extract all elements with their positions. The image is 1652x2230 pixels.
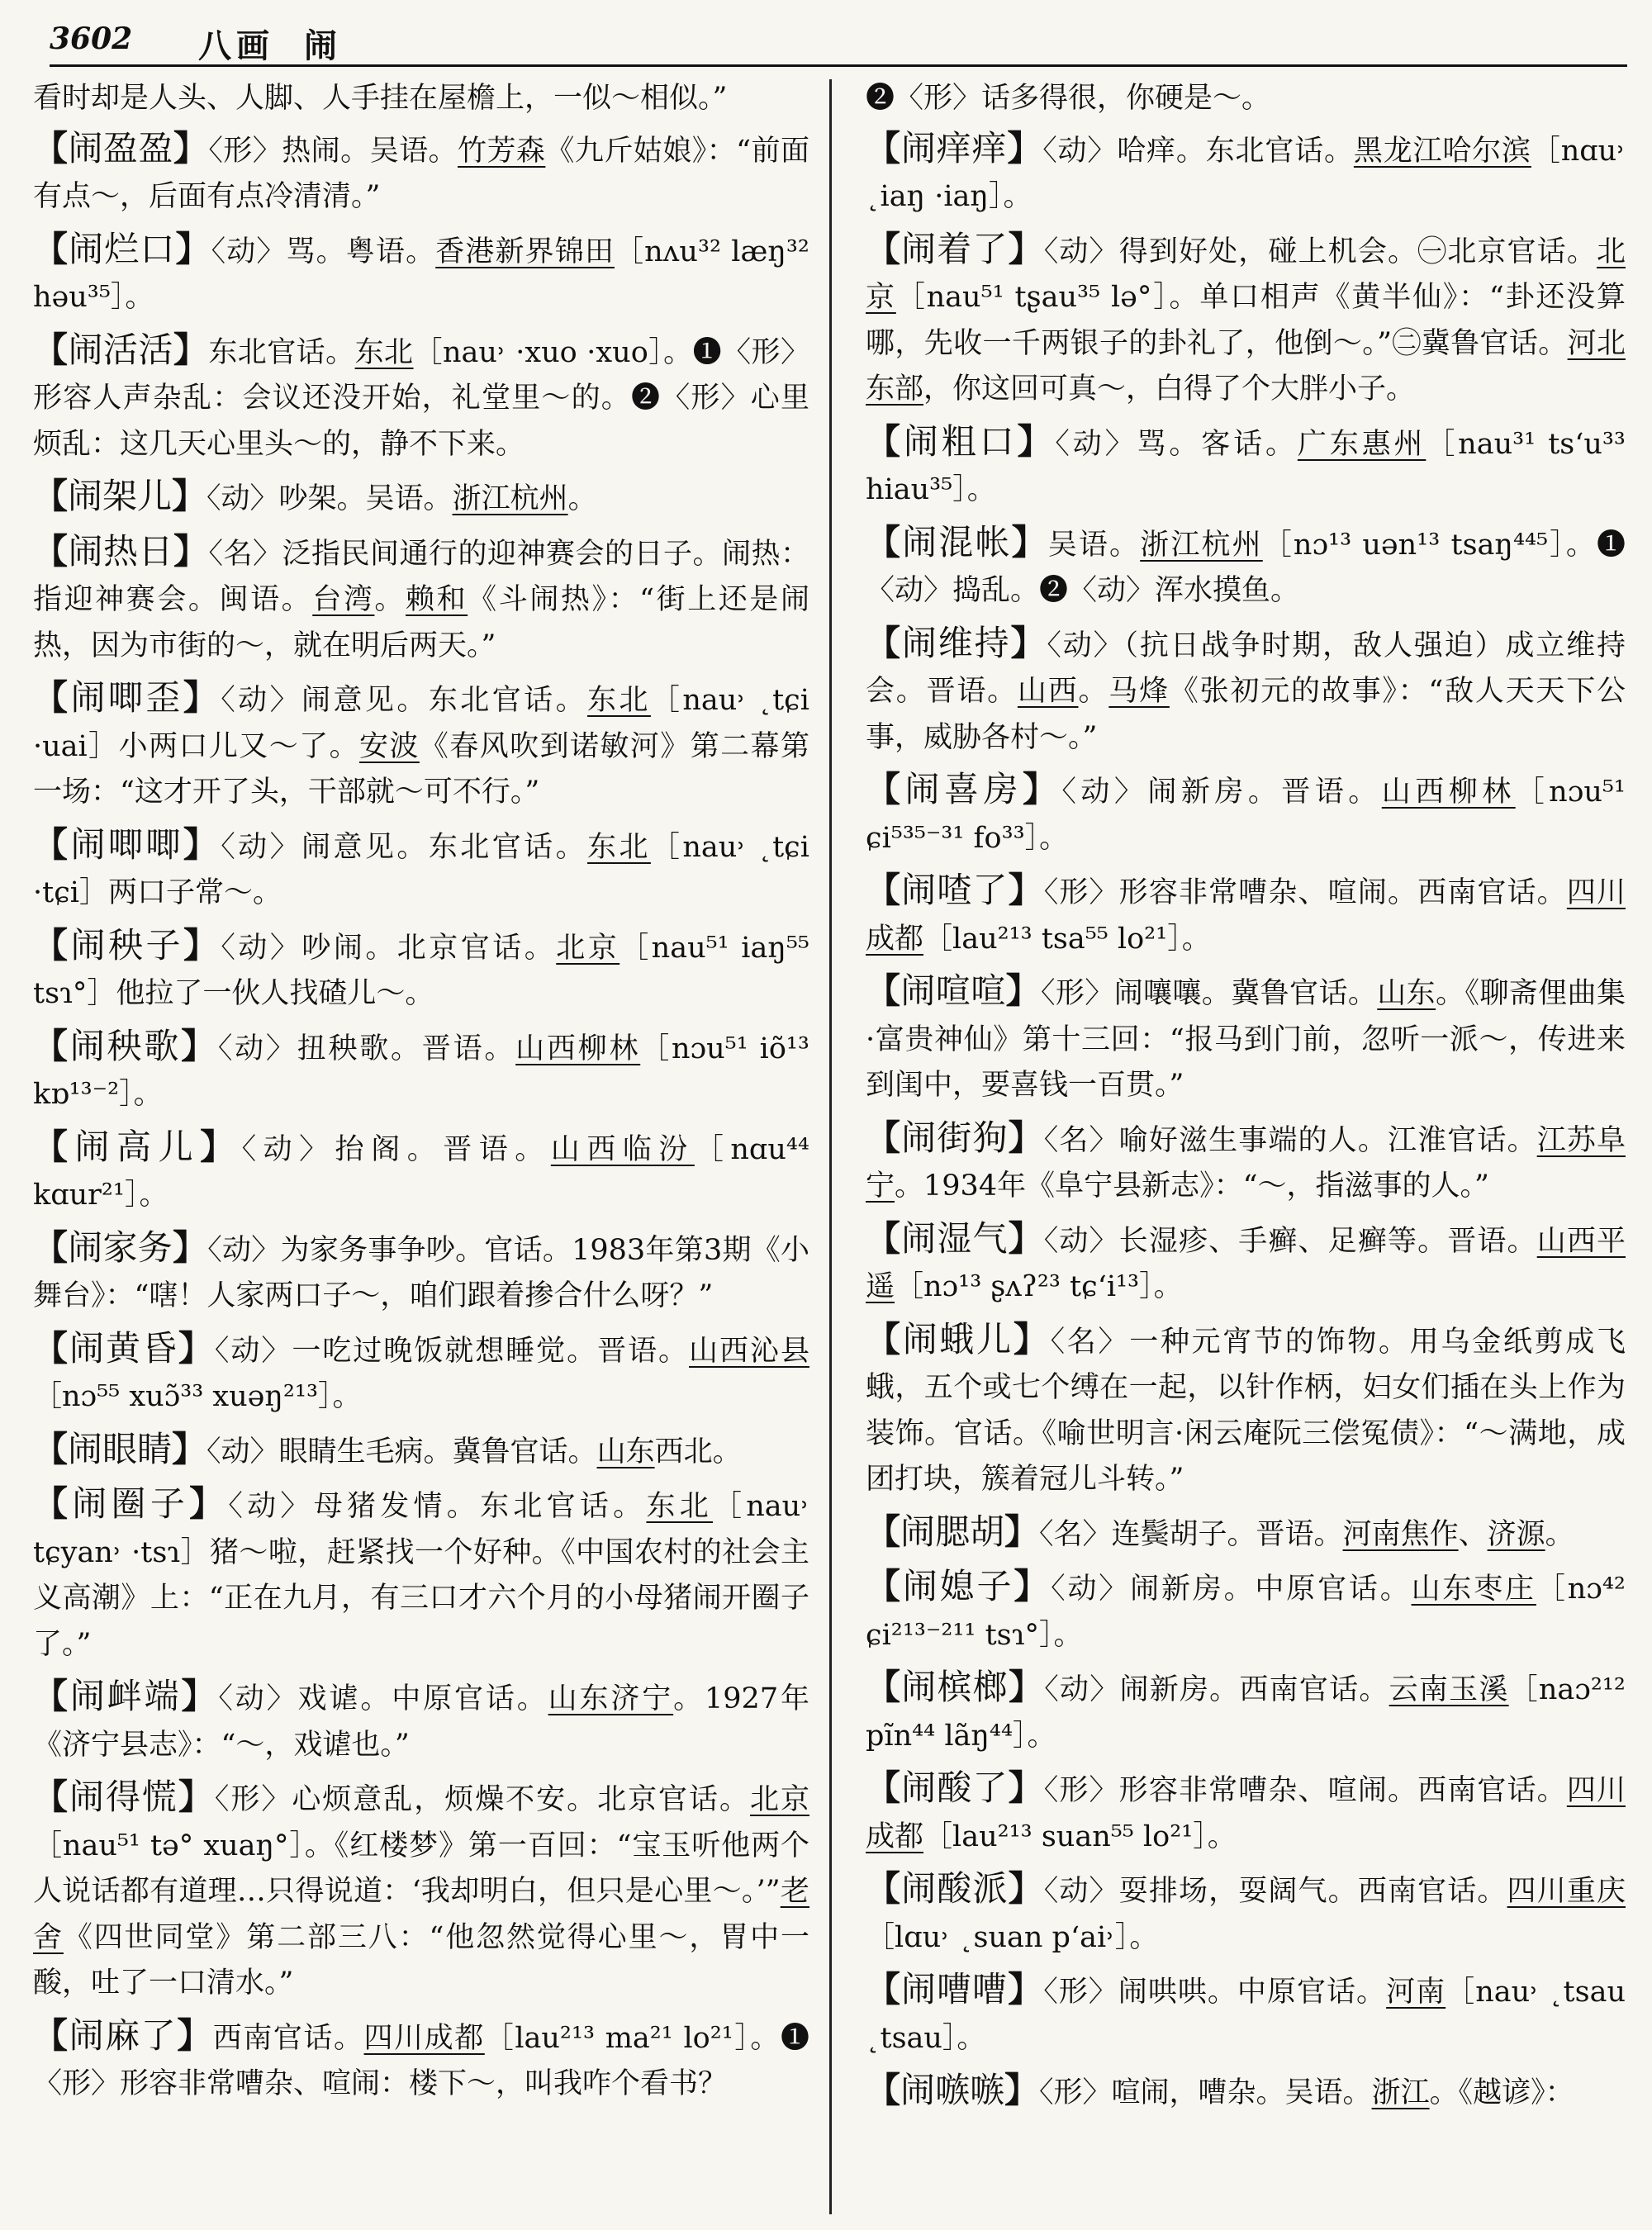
headword-text: 闹麻了 [69,2014,178,2056]
entry-text: 〈动〉骂。粤语。 [211,235,436,268]
entry-text: 《张初元的故事》：“敌人天天下公事，威胁各村～。” [866,675,1626,754]
dictionary-entry [866,226,1626,413]
underlined-name: 济源 [1487,1517,1545,1551]
entry-text: 〈动〉眼睛生毛病。冀鲁官话。 [206,1435,597,1468]
headword-text: 闹热日 [68,530,173,572]
entry-text: 西南官话。 [212,2021,364,2055]
entry-text: ［nau⁵¹ tʂau³⁵ lə°］。单口相声《黄半仙》：“卦还没算哪，先收一千两银子的卦礼了，他倒～。”㊁冀鲁官话。 [866,281,1626,360]
headword-text: 闹活活 [68,329,173,370]
entry-text: 。 [567,482,597,515]
dictionary-entry [866,1967,1626,2062]
headword-text: 闹架儿 [68,476,173,516]
entry-text: ［nɔ¹³ ʂʌʔ²³ tɕ‘i¹³］。 [895,1270,1183,1303]
entry-text: 〈动〉一吃过晚饭就想睡觉。晋语。 [214,1334,690,1368]
underlined-name: 山东 [1377,977,1436,1010]
headword-text: 闹酸派 [901,1868,1009,1909]
headword-text: 闹维持 [901,622,1011,663]
entry-headword: 【闹痒痒】 [866,127,1043,168]
entry-headword: 【闹嘈嘈】 [866,1969,1044,2009]
entry-text: ，你这回可真～，白得了个大胖小子。 [923,372,1416,406]
entry-text: 〈形〉形容非常嘈杂、喧闹。西南官话。 [1043,876,1567,909]
underlined-name: 山西柳林 [1381,776,1516,809]
underlined-name: 北京 [556,931,620,965]
headword-text: 闹衅端 [69,1676,182,1716]
entry-text: 〈动〉（抗日战争时期，敌人强迫）成立维持会。晋语。 [866,629,1626,708]
headword-text: 闹街狗 [901,1117,1009,1158]
entry-text: ［nɔ⁴² ɕi²¹³⁻²¹¹ tsɿ°］。 [866,1573,1626,1652]
entry-text: 〈动〉耍排场，耍阔气。西南官话。 [1043,1875,1507,1908]
entry-text: 〈动〉得到好处，碰上机会。㊀北京官话。 [1043,235,1597,268]
dictionary-entry [866,867,1626,962]
dictionary-entry [866,1765,1626,1860]
entry-text: 〈动〉为家务事争吵。官话。1983年第3期《小舞台》：“嗐！人家两口子～，咱们跟着掺合什么呀？” [33,1233,809,1312]
underlined-name: 东北 [354,335,414,369]
headword-text: 闹痒痒 [900,127,1008,168]
entry-headword: 【闹槟榔】 [866,1667,1045,1707]
entry-text: ［nau³¹ ts‘u³³ hiau³⁵］。 [866,427,1626,506]
entry-text: ［naɔ²¹² pĩn⁴⁴ lãŋ⁴⁴］。 [866,1673,1626,1753]
entry-headword: 【闹秧歌】 [33,1025,218,1066]
headword-text: 闹腮胡 [900,1511,1005,1552]
headword-text: 闹秧歌 [69,1025,182,1066]
entry-text: ［nɔu⁵¹ ɕi⁵³⁵⁻³¹ fo³³］。 [866,776,1626,855]
headword-text: 闹唧唧 [70,823,183,865]
headword-text: 闹媳子 [902,1566,1014,1606]
underlined-name: 马烽 [1108,675,1170,708]
dictionary-entry [866,1216,1626,1311]
underlined-name: 江苏阜宁 [866,1123,1626,1203]
entry-text: 《四世同堂》第二部三八：“他忽然觉得心里～，胃中一酸，吐了一口清水。” [33,1920,809,2000]
underlined-name: 东北 [587,830,651,864]
column-divider [829,79,832,2214]
dictionary-entry [33,1774,809,2007]
entry-headword: 【闹喜房】 [866,769,1062,809]
headword-text: 闹蛾儿 [902,1318,1014,1359]
entry-text: ［nau˒ tɕyan˒ ·tsɿ］猪～啦，赶紧找一个好种。《中国农村的社会主义高潮》上：“正在九月，有三口才六个月的小母猪闹开圈子了。” [33,1490,809,1661]
dictionary-entry [33,1124,809,1219]
dictionary-entry [33,1326,809,1421]
dictionary-entry [33,675,809,816]
entry-text: 〈动〉母猪发情。东北官话。 [228,1490,647,1523]
entry-text: ［nau˒ ˛tɕi ·tɕi］两口子常～。 [33,830,809,909]
underlined-name: 安波 [359,729,420,763]
underlined-name: 浙江 [1371,2076,1430,2109]
underlined-name: 山东 [596,1435,655,1468]
entry-headword: 【闹烂口】 [33,228,211,269]
dictionary-entry [33,822,809,917]
entry-text: ［nau⁵¹ tə° xuaŋ°］。《红楼梦》第一百回：“宝玉听他两个人说话都有道理…只得说道：‘我却明白，但只是心里～。’” [33,1829,809,1908]
headword-text: 闹粗口 [903,420,1018,462]
entry-text: 〈动〉闹意见。东北官话。 [221,830,588,864]
headword-text: 闹混帐 [902,521,1012,562]
entry-text: ［nɑu⁴⁴ kɑur²¹］。 [33,1132,809,1212]
entry-headword: 【闹唧歪】 [33,677,221,718]
underlined-name: 山东枣庄 [1411,1573,1536,1606]
underlined-name: 河南焦作 [1342,1517,1459,1551]
headword-text: 闹槟榔 [901,1667,1009,1707]
entry-headword: 【闹麻了】 [33,2014,213,2056]
underlined-name: 四川成都 [866,1774,1626,1853]
entry-text: 〈形〉热闹。吴语。 [208,134,458,168]
dictionary-entry [33,529,809,670]
entry-text: 〈名〉喻好滋生事端的人。江淮官话。 [1043,1123,1537,1157]
underlined-name: 东北 [646,1490,713,1523]
underlined-name: 山西沁县 [689,1334,809,1368]
underlined-name: 台湾 [312,583,375,616]
entry-headword: 【闹黄昏】 [33,1327,215,1369]
entry-text: 〈动〉闹新房。中原官话。 [1051,1573,1412,1606]
dictionary-entry [33,473,809,523]
entry-text: 《九斤姑娘》：“前面有点～，后面有点冷清清。” [33,134,809,213]
page-header [50,18,1627,67]
headword-text: 闹喧喧 [900,970,1006,1011]
entry-headword: 【闹维持】 [866,622,1047,663]
dictionary-entry [866,2067,1626,2117]
dictionary-entry [866,126,1626,221]
headword-text: 闹家务 [68,1226,173,1268]
entry-headword: 【闹混帐】 [866,521,1048,562]
underlined-name: 山西柳林 [515,1032,641,1065]
continued-entry-text [866,76,1626,122]
entry-headword: 【闹高儿】 [33,1126,242,1167]
entry-text: 吴语。 [1047,528,1141,562]
headword-text: 闹得慌 [69,1777,178,1817]
underlined-name: 浙江杭州 [1140,528,1263,562]
headword-text: 闹黄昏 [69,1327,178,1369]
underlined-name: 赖和 [406,583,468,616]
underlined-name: 浙江杭州 [452,482,568,515]
entry-headword: 【闹秧子】 [33,924,221,966]
dictionary-entry [33,1023,809,1118]
entry-headword: 【闹媳子】 [866,1566,1051,1606]
dictionary-entry [866,1563,1626,1658]
entry-text: 〈形〉闹嚷嚷。冀鲁官话。 [1041,977,1378,1010]
dictionary-entry [33,226,809,321]
entry-text: 西北。 [654,1435,742,1468]
headword-text: 闹喳了 [901,870,1009,910]
entry-text: ［lau²¹³ suan⁵⁵ lo²¹］。 [923,1820,1237,1853]
entry-text: 东北官话。 [208,335,355,369]
headword-text: 闹盈盈 [68,127,173,168]
entry-text: ［lau²¹³ ma²¹ lo²¹］。❶〈形〉形容非常嘈杂、喧闹：楼下～，叫我咋个看书？ [33,2021,809,2100]
entry-text: 〈形〉喧闹，嘈杂。吴语。 [1039,2076,1372,2109]
entry-headword: 【闹蛾儿】 [866,1318,1051,1359]
entry-text: ［nau˒ ˛tɕi ·uai］小两口儿又～了。 [33,684,809,763]
entry-headword: 【闹得慌】 [33,1777,215,1817]
page-number: 3602 [50,21,133,56]
entry-text: ❷〈形〉话多得很，你硬是～。 [866,82,1271,115]
entry-text: 〈形〉心烦意乱，烦燥不安。北京官话。 [214,1783,750,1816]
right-column [866,76,1626,2213]
entry-headword: 【闹喧喧】 [866,970,1042,1011]
dictionary-entry [33,923,809,1018]
entry-headword: 【闹盈盈】 [33,127,209,168]
dictionary-entry [866,1317,1626,1503]
entry-text: 、 [1458,1517,1488,1551]
entry-text: ［nɑu˒ ˛iaŋ ·iaŋ］。 [866,134,1626,213]
dictionary-entry [866,520,1626,614]
headword-text: 闹嘈嘈 [901,1969,1009,2009]
entry-text: 〈动〉长湿疹、手癣、足癣等。晋语。 [1043,1224,1537,1258]
entry-text: 《斗闹热》：“街上还是闹热，因为市街的～，就在明后两天。” [33,583,809,662]
entry-text: 〈形〉形容非常嘈杂、喧闹。西南官话。 [1043,1774,1567,1807]
entry-text: ［nʌu³² læŋ³² həu³⁵］。 [33,235,809,314]
entry-text: 《春风吹到诺敏河》第二幕第一场：“这才开了头，干部就～可不行。” [33,729,809,809]
entry-text: ［lɑu˒ ˛suan p‘ai˒］。 [866,1920,1159,1954]
entry-headword: 【闹街狗】 [866,1117,1044,1158]
dictionary-entry [33,327,809,468]
headword-text: 闹烂口 [69,228,176,269]
headword-text: 闹湿气 [901,1217,1009,1259]
entry-text: 〈动〉闹新房。晋语。 [1061,776,1382,809]
entry-headword: 【闹眼睛】 [33,1428,207,1469]
underlined-name: 四川成都 [363,2021,485,2055]
section-title [198,20,372,67]
dictionary-entry [33,1426,809,1476]
entry-text: ［nɔ⁵⁵ xuɔ̃³³ xuəŋ²¹³］。 [33,1380,362,1413]
dictionary-entry [866,620,1626,762]
entry-text: 。1927年《济宁县志》：“～，戏谑也。” [33,1682,809,1762]
dictionary-entry [866,419,1626,514]
entry-headword: 【闹粗口】 [866,420,1056,462]
entry-text: 〈动〉戏谑。中原官话。 [218,1682,548,1715]
dictionary-entry [866,968,1626,1109]
entry-text: 〈名〉一种元宵节的饰物。用乌金纸剪成飞蛾，五个或七个缚在一起，以针作柄，妇女们插在头上作为装饰。官话。《喻世明言·闲云庵阮三偿冤债》：“～满地，成团打块，簇着冠儿斗转。” [866,1325,1626,1496]
dictionary-entry [33,2013,809,2108]
underlined-name: 东北 [587,684,651,717]
dictionary-entry [866,1509,1626,1559]
headword-text: 闹眼睛 [68,1428,173,1469]
entry-text: ［nau⁵¹ iaŋ⁵⁵ tsɿ°］他拉了一伙人找碴儿～。 [33,931,809,1010]
underlined-name: 广东惠州 [1297,427,1427,461]
underlined-name: 四川重庆 [1507,1875,1626,1908]
entry-headword: 【闹嗾嗾】 [866,2070,1040,2110]
dictionary-entry [33,1673,809,1768]
underlined-name: 山西 [1017,675,1079,708]
headword-text: 闹圈子 [72,1483,190,1524]
headword-text: 闹高儿 [74,1126,201,1167]
entry-text: ［nau˒ ˛tsau ˛tsau］。 [866,1976,1626,2055]
underlined-name: 河南 [1386,1976,1446,2009]
entry-headword: 【闹酸派】 [866,1868,1044,1909]
entry-text: 。 [1545,1517,1574,1551]
entry-headword: 【闹喳了】 [866,870,1044,910]
section-stroke-count: 八画 [198,26,274,65]
dictionary-entry [866,1866,1626,1961]
entry-headword: 【闹架儿】 [33,476,207,516]
entry-text: 〈名〉连鬓胡子。晋语。 [1039,1517,1343,1551]
dictionary-entry [33,1481,809,1668]
underlined-name: 北京 [749,1783,809,1816]
entry-text: 〈动〉吵架。吴语。 [206,482,453,515]
entry-headword: 【闹酸了】 [866,1767,1044,1808]
entry-text: 〈动〉吵闹。北京官话。 [221,931,557,965]
dictionary-entry [33,1225,809,1320]
dictionary-entry [866,766,1626,861]
headword-text: 闹喜房 [904,769,1023,809]
entry-text: 。1934年《阜宁县新志》：“～，指滋事的人。” [895,1170,1489,1203]
headword-text: 闹嗾嗾 [900,2070,1005,2110]
entry-text: 。《越谚》： [1429,2076,1574,2109]
underlined-name: 四川成都 [866,876,1626,956]
entry-headword: 【闹衅端】 [33,1676,219,1716]
entry-headword: 【闹家务】 [33,1226,208,1268]
entry-text: ［nɔ¹³ uən¹³ tsaŋ⁴⁴⁵］。❶〈动〉捣乱。❷〈动〉浑水摸鱼。 [866,528,1626,607]
underlined-name: 云南玉溪 [1389,1673,1509,1706]
entry-text: 。《聊斋俚曲集·富贵神仙》第十三回：“报马到门前，忽听一派～，传进来到闺中，要喜钱一百贯。” [866,977,1626,1102]
entry-text: ［nau˒ ·xuo ·xuo］。❶〈形〉形容人声杂乱：会议还没开始，礼堂里～的。❷〈形〉心里烦乱：这几天心里头～的，静不下来。 [33,335,809,461]
entry-text: ［nɔu⁵¹ iõ¹³ kɒ¹³⁻²］。 [33,1032,809,1111]
entry-text: 〈动〉骂。客话。 [1055,427,1298,461]
entry-headword: 【闹着了】 [866,228,1044,269]
dictionary-entry [33,126,809,221]
entry-text: 。 [1078,675,1109,708]
underlined-name: 山东济宁 [548,1682,674,1715]
entry-text: 看时却是人头、人脚、人手挂在屋檐上，一似～相似。” [33,82,728,115]
underlined-name: 北京 [866,235,1626,314]
entry-headword: 【闹圈子】 [33,1483,229,1524]
entry-text: 〈动〉闹新房。西南官话。 [1044,1673,1389,1706]
underlined-name: 黑龙江哈尔滨 [1353,134,1531,168]
entry-headword: 【闹腮胡】 [866,1511,1040,1552]
dictionary-entry [866,1664,1626,1759]
entry-text: 〈动〉哈痒。东北官话。 [1042,134,1354,168]
entry-text: 。 [374,583,406,616]
entry-headword: 【闹活活】 [33,329,209,370]
entry-text: 〈动〉抬阁。晋语。 [241,1132,551,1166]
headword-text: 闹唧歪 [70,677,183,718]
entry-headword: 【闹唧唧】 [33,823,221,865]
underlined-name: 香港新界锦田 [435,235,615,268]
underlined-name: 山西平遥 [866,1224,1626,1303]
headword-text: 闹秧子 [70,924,183,966]
headword-text: 闹着了 [901,228,1009,269]
entry-text: 〈动〉扭秧歌。晋语。 [217,1032,516,1065]
entry-text: 〈动〉闹意见。东北官话。 [221,684,588,717]
underlined-name: 老舍 [33,1875,809,1954]
entry-text: 〈名〉泛指民间通行的迎神赛会的日子。闹热：指迎神赛会。闽语。 [33,537,809,616]
entry-text: ［lau²¹³ tsa⁵⁵ lo²¹］。 [923,922,1211,956]
section-character: 闹 [304,26,342,65]
underlined-name: 山西临汾 [550,1132,695,1166]
entry-text: 〈形〉闹哄哄。中原官话。 [1043,1976,1387,2009]
entry-headword: 【闹热日】 [33,530,209,572]
dictionary-entry [866,1115,1626,1210]
underlined-name: 竹芳森 [458,134,546,168]
underlined-name: 河北东部 [866,326,1626,406]
continued-entry-text [33,76,809,122]
headword-text: 闹酸了 [901,1767,1009,1808]
left-column [33,76,809,2213]
entry-headword: 【闹湿气】 [866,1217,1044,1259]
